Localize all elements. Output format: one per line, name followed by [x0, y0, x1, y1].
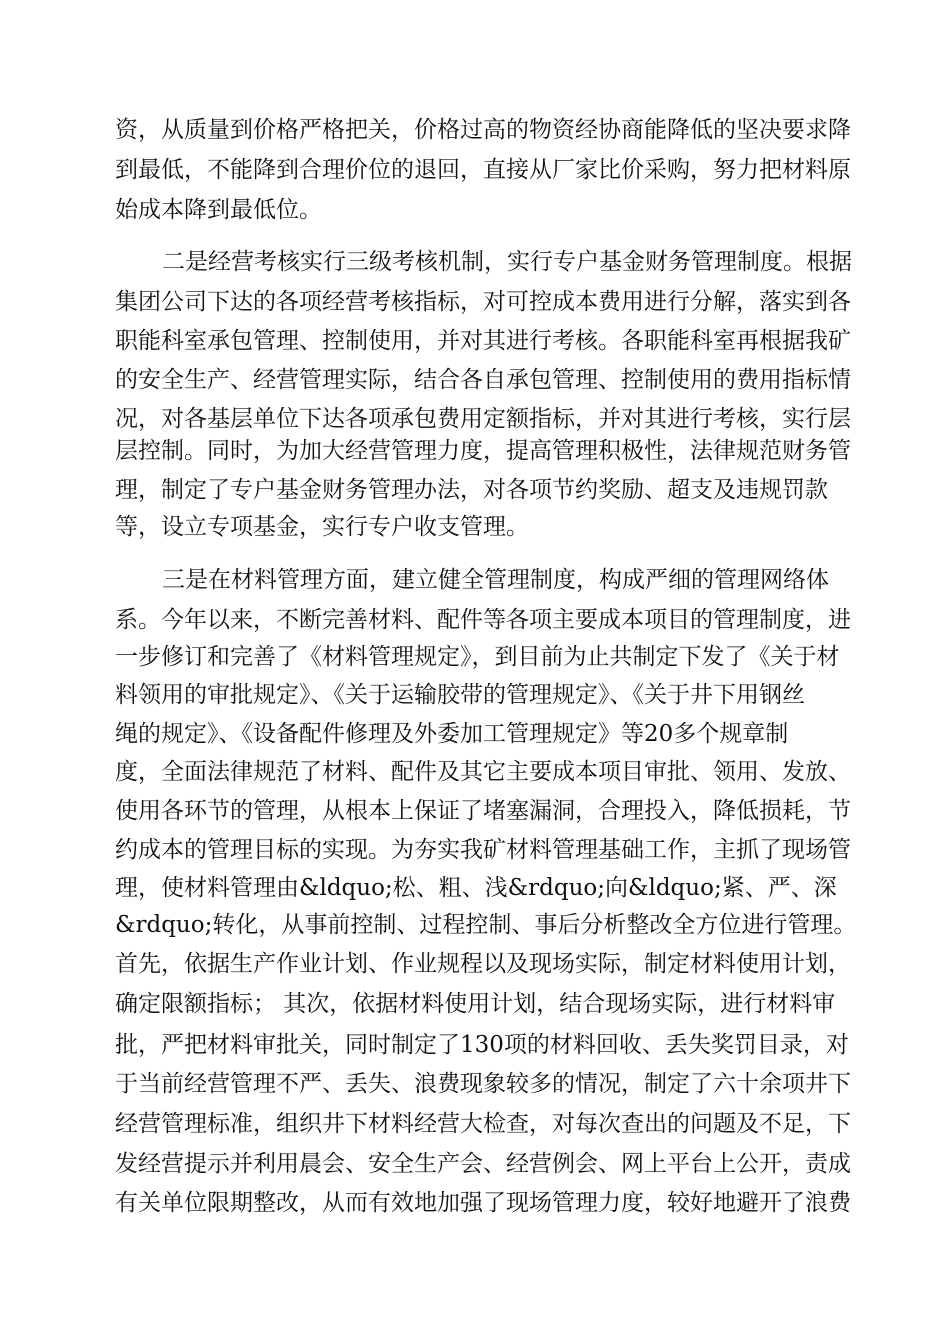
paragraph-2-line-5: 况，对各基层单位下达各项承包费用定额指标，并对其进行考核，实行层	[115, 406, 851, 432]
paragraph-2-line-1: 二是经营考核实行三级考核机制，实行专户基金财务管理制度。根据	[162, 249, 852, 275]
paragraph-3-line-8: 约成本的管理目标的实现。为夯实我矿材料管理基础工作，主抓了现场管	[115, 837, 851, 863]
paragraph-3-line-3: 一步修订和完善了《材料管理规定》，到目前为止共制定下发了《关于材	[115, 644, 840, 670]
paragraph-1-line-3: 始成本降到最低位。	[115, 197, 322, 223]
paragraph-2-line-6: 层控制。同时，为加大经营管理力度，提高管理积极性，法律规范财务管	[115, 438, 851, 464]
paragraph-3-line-9: 理，使材料管理由&ldquo;松、粗、浅&rdquo;向&ldquo;紧、严、深	[115, 875, 837, 901]
paragraph-3-line-12: 确定限额指标； 其次，依据材料使用计划，结合现场实际，进行材料审	[115, 991, 836, 1017]
paragraph-3-line-2: 系。今年以来，不断完善材料、配件等各项主要成本项目的管理制度，进	[115, 607, 851, 633]
paragraph-3-line-10: &rdquo;转化，从事前控制、过程控制、事后分析整改全方位进行管理。	[115, 912, 857, 938]
paragraph-2-line-2: 集团公司下达的各项经营考核指标，对可控成本费用进行分解，落实到各	[115, 289, 851, 315]
paragraph-3-line-6: 度，全面法律规范了材料、配件及其它主要成本项目审批、领用、发放、	[115, 759, 851, 785]
paragraph-3-line-5: 绳的规定》、《设备配件修理及外委加工管理规定》等20多个规章制	[115, 721, 789, 747]
paragraph-3-line-1: 三是在材料管理方面，建立健全管理制度，构成严细的管理网络体	[162, 567, 829, 593]
paragraph-3-line-17: 有关单位限期整改，从而有效地加强了现场管理力度，较好地避开了浪费	[115, 1190, 851, 1216]
paragraph-1-line-1: 资，从质量到价格严格把关，价格过高的物资经协商能降低的坚决要求降	[115, 117, 851, 143]
paragraph-3-line-4: 料领用的审批规定》、《关于运输胶带的管理规定》、《关于井下用钢丝	[115, 682, 805, 708]
paragraph-3-line-7: 使用各环节的管理，从根本上保证了堵塞漏洞，合理投入，降低损耗，节	[115, 798, 851, 824]
paragraph-2-line-3: 职能科室承包管理、控制使用，并对其进行考核。各职能科室再根据我矿	[115, 328, 851, 354]
paragraph-2-line-8: 等，设立专项基金，实行专户收支管理。	[115, 514, 529, 540]
paragraph-3-line-14: 于当前经营管理不严、丢失、浪费现象较多的情况，制定了六十余项井下	[115, 1071, 851, 1097]
paragraph-3-line-11: 首先，依据生产作业计划、作业规程以及现场实际，制定材料使用计划，	[115, 951, 851, 977]
paragraph-3-line-16: 发经营提示并利用晨会、安全生产会、经营例会、网上平台上公开，责成	[115, 1151, 851, 1177]
paragraph-3-line-15: 经营管理标准，组织井下材料经营大检查，对每次查出的问题及不足，下	[115, 1111, 851, 1137]
paragraph-3-line-13: 批，严把材料审批关，同时制定了130项的材料回收、丢失奖罚目录，对	[115, 1032, 849, 1058]
paragraph-1-line-2: 到最低，不能降到合理价位的退回，直接从厂家比价采购，努力把材料原	[115, 157, 851, 183]
paragraph-2-line-7: 理，制定了专户基金财务管理办法，对各项节约奖励、超支及违规罚款	[115, 477, 828, 503]
paragraph-2-line-4: 的安全生产、经营管理实际，结合各自承包管理、控制使用的费用指标情	[115, 367, 851, 393]
